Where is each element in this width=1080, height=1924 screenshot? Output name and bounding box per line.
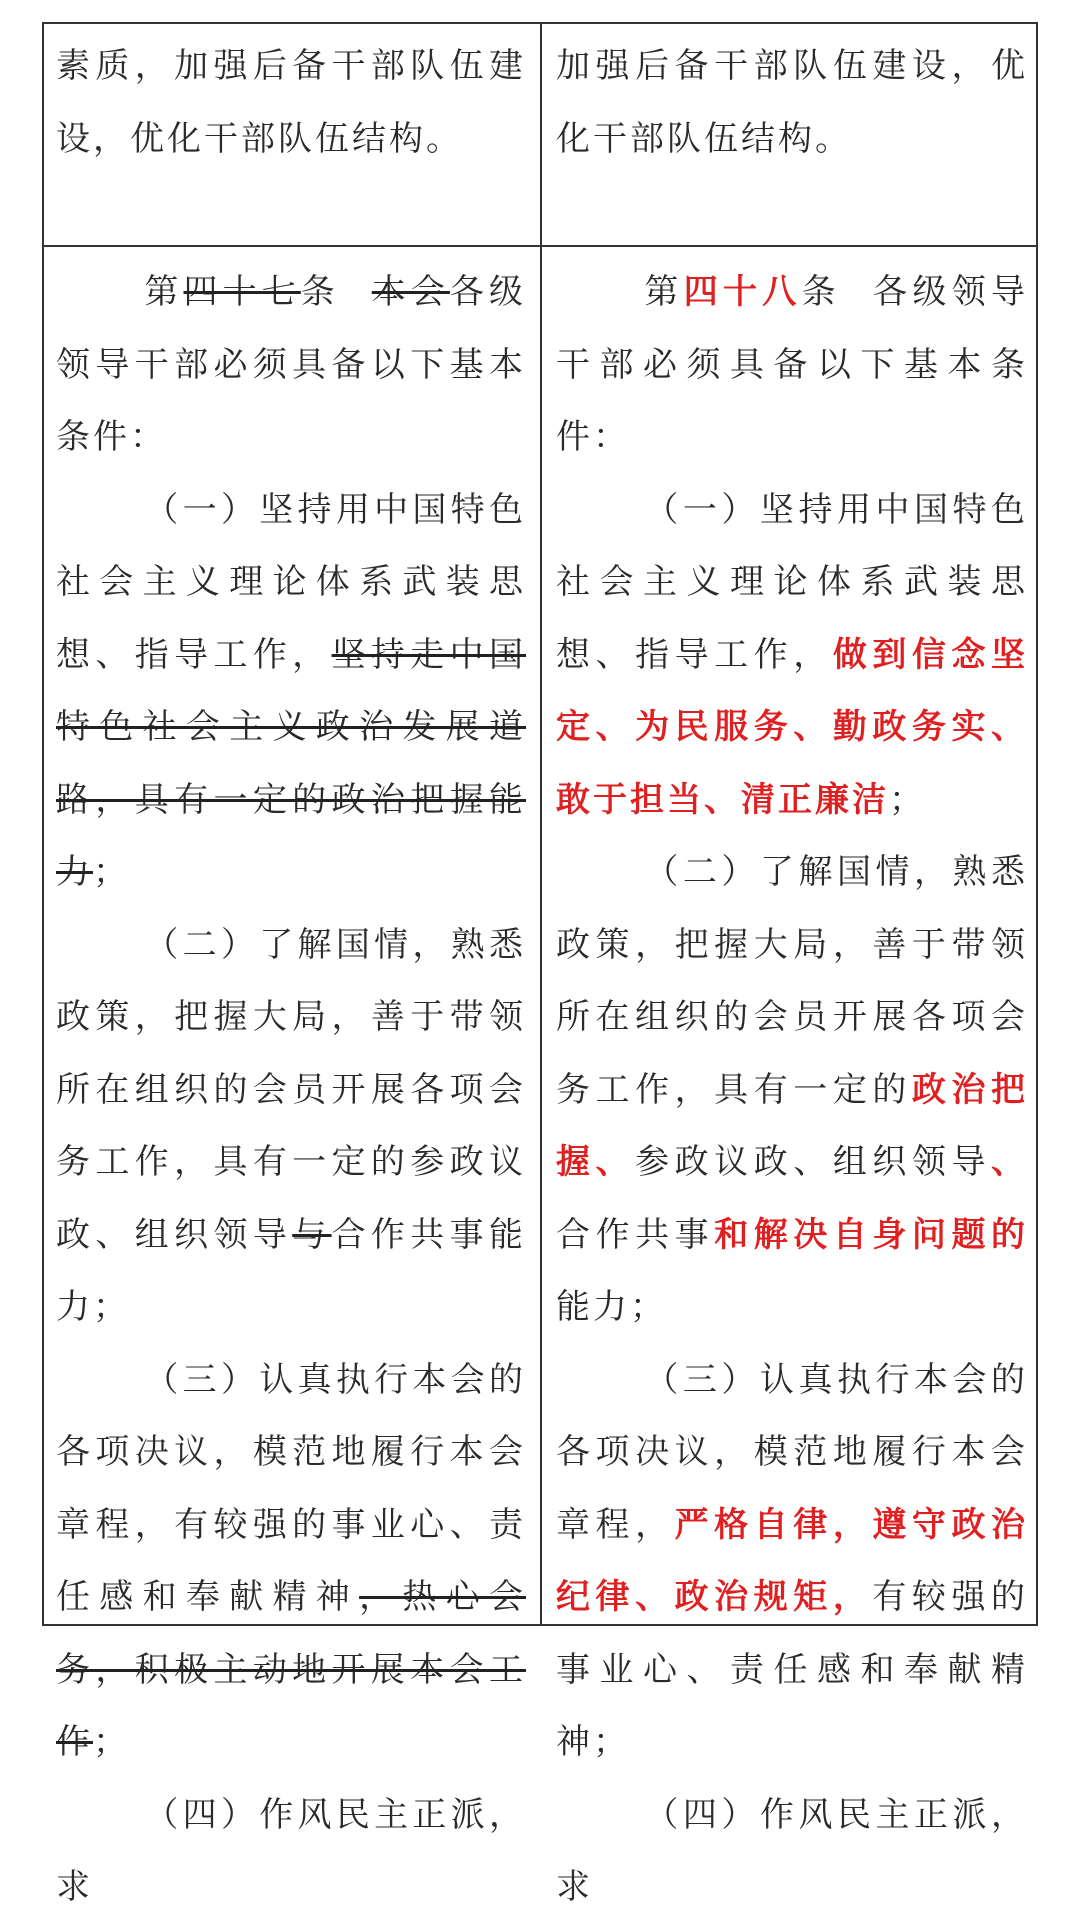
new-item-2-end: 能力；	[556, 1287, 667, 1327]
old-item-2-text: （二）了解国情，熟悉政策，把握大局，善于带领所在组织的会员开展各项会务工作，具有一定的参政议政、组织领导	[56, 924, 526, 1255]
old-article-heading	[56, 256, 526, 474]
old-item-1	[56, 474, 526, 909]
new-item-2	[556, 836, 1028, 1344]
new-item-3	[556, 1344, 1028, 1779]
new-item-2-added-2: 和解决自身问题的	[714, 1214, 1028, 1255]
new-article-body: 各级领导干部必须具备以下基本条件：	[556, 272, 1028, 457]
new-item-2-sep: 、	[595, 1142, 636, 1182]
new-article-prefix: 第	[644, 272, 684, 312]
row2-old-cell	[56, 256, 526, 1924]
new-item-3-end: 有较强的事业心、责任感和奉献精神；	[556, 1577, 1028, 1762]
old-item-2-end: 合作共事能力；	[56, 1214, 526, 1327]
old-item-1-text: （一）坚持用中国特色社会主义理论体系武装思想、指导工作，	[56, 489, 526, 675]
new-item-1-end: ；	[889, 779, 926, 820]
new-item-1	[556, 474, 1028, 837]
old-item-3-end: ；	[93, 1722, 130, 1762]
row1-old-cell	[56, 30, 526, 175]
row2-new-cell	[556, 256, 1028, 1924]
column-divider	[540, 24, 542, 1624]
new-item-3-text: （三）认真执行本会的各项决议，模范地履行本会章程，	[556, 1359, 1028, 1545]
old-item-1-deleted: 坚持走中国特色社会主义政治发展道路，具有一定的政治把握能力	[56, 634, 526, 892]
old-article-body: 各级领导干部必须具备以下基本条件：	[56, 272, 526, 457]
old-item-3-deleted: ，热心会务，积极主动地开展本会工作	[56, 1577, 526, 1762]
old-item-4: （四）作风民主正派，求	[56, 1794, 526, 1907]
old-article-prefix: 第	[144, 272, 184, 312]
new-article-suffix: 条	[801, 272, 841, 312]
old-article-suffix: 条	[300, 272, 340, 312]
old-item-3	[56, 1344, 526, 1779]
new-item-1-text: （一）坚持用中国特色社会主义理论体系武装思想、指导工作，	[556, 489, 1028, 675]
comparison-table	[42, 22, 1038, 1907]
new-item-2-text-c: 合作共事	[556, 1214, 715, 1255]
new-item-1-added: 做到信念坚定、为民服务、勤政务实、敢于担当、清正廉洁	[556, 634, 1028, 820]
row-divider	[44, 245, 1036, 247]
old-item-2-deleted: 与	[292, 1214, 332, 1255]
new-item-2-text: （二）了解国情，熟悉政策，把握大局，善于带领所在组织的会员开展各项会务工作，具有一定的	[556, 852, 1028, 1110]
new-item-3-added: 严格自律，遵守政治纪律、政治规矩，	[556, 1504, 1028, 1617]
old-item-3-text: （三）认真执行本会的各项决议，模范地履行本会章程，有较强的事业心、责任感和奉献精神	[56, 1359, 526, 1617]
new-item-2-text-b: 参政议政、组织领导	[635, 1142, 992, 1182]
old-article-number-deleted: 四十七	[183, 272, 301, 312]
new-item-2-added-sep: 、	[991, 1142, 1028, 1182]
row1-old-text: 素质，加强后备干部队伍建设，优化干部队伍结构。	[56, 46, 526, 159]
new-article-number: 四十八	[683, 272, 802, 312]
row1-new-cell	[556, 30, 1028, 175]
new-article-heading	[556, 256, 1028, 474]
new-item-4: （四）作风民主正派，求	[556, 1794, 1028, 1907]
row1-new-text: 加强后备干部队伍建设，优化干部队伍结构。	[556, 46, 1028, 159]
old-subject-deleted: 本会	[371, 272, 450, 312]
old-item-2	[56, 909, 526, 1344]
new-item-2-added-1: 政治把握	[556, 1069, 1028, 1182]
old-item-1-end: ；	[93, 852, 130, 892]
